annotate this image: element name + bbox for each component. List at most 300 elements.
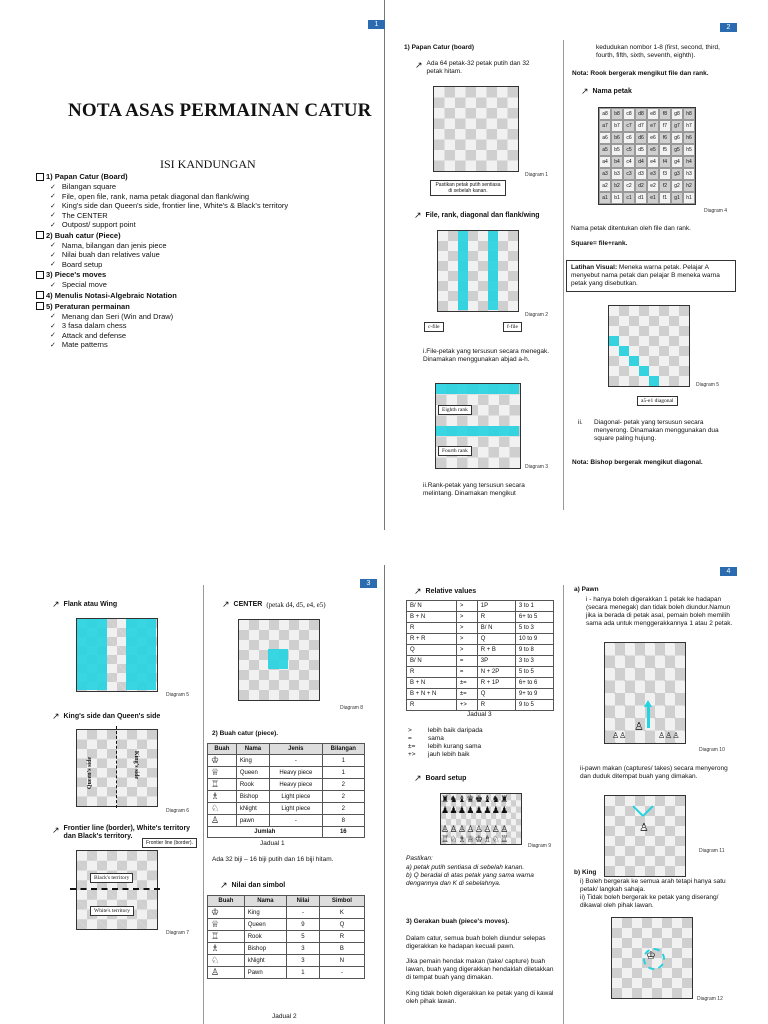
table-cell: 3P xyxy=(477,656,515,667)
diagonal-cell xyxy=(629,356,639,366)
table-cell: Q xyxy=(477,689,515,700)
values-heading xyxy=(220,880,285,891)
diagram-10-caption: Diagram 10 xyxy=(699,747,725,753)
toc-section-label: 3) Piece's moves xyxy=(46,270,107,279)
checkmark-icon: ✓ xyxy=(50,212,56,220)
table-header-row xyxy=(208,896,365,907)
page-number-4: 4 xyxy=(720,567,737,576)
legend-symbol: +> xyxy=(408,751,416,758)
diagonal-cell xyxy=(609,336,619,346)
values-table xyxy=(207,895,365,979)
table-cell: 3 xyxy=(287,955,320,967)
table-cell: Queen xyxy=(244,919,286,931)
checkmark-icon: ✓ xyxy=(50,322,56,330)
pastikan-b: b) Q beradai di atas petak yang sama warna dengannya dan K di sebelahnya. xyxy=(406,872,534,887)
checkmark-icon: ✓ xyxy=(50,221,56,229)
table-cell: R + 1P xyxy=(477,678,515,689)
jadual-1-caption: Jadual 1 xyxy=(260,840,285,847)
pastikan-a: a) petak putih sentiasa di sebelah kanan. xyxy=(406,864,525,871)
square-name-cell: h8 xyxy=(683,108,695,120)
square-name-cell: e7 xyxy=(647,120,659,132)
toc-section xyxy=(36,171,366,182)
table-cell: - xyxy=(287,907,320,919)
arrow-icon: ↗ xyxy=(414,773,422,783)
table-cell: ♘ xyxy=(208,803,237,815)
toc-section xyxy=(36,301,366,312)
document-title: NOTA ASAS PERMAINAN CATUR xyxy=(68,100,372,121)
center-heading xyxy=(222,599,326,610)
diagram-11-caption: Diagram 11 xyxy=(699,848,725,854)
table-cell: Q xyxy=(407,645,457,656)
f-file-label: f-file xyxy=(503,322,522,332)
c-file-label: c-file xyxy=(424,322,444,332)
square-name-cell: c2 xyxy=(623,180,635,192)
table-cell: 9+ to 9 xyxy=(515,689,553,700)
square-name-cell: c8 xyxy=(623,108,635,120)
toc-section xyxy=(36,290,366,301)
table-cell: K xyxy=(319,907,364,919)
pieces-heading: 2) Buah catur (piece). xyxy=(212,730,279,737)
table-cell: R xyxy=(407,700,457,711)
diagram-2-caption: Diagram 2 xyxy=(525,312,549,318)
table-header-cell: Jenis xyxy=(270,744,322,755)
table-cell: > xyxy=(456,623,477,634)
square-name-cell: b4 xyxy=(611,156,623,168)
table-cell: 1 xyxy=(322,755,364,767)
column-divider-p2 xyxy=(563,40,564,510)
board-diagram-2 xyxy=(437,230,519,312)
arrow-icon: ↗ xyxy=(52,599,60,609)
square-name-cell: a8 xyxy=(599,108,611,120)
checkmark-icon: ✓ xyxy=(50,313,56,321)
checkbox-icon xyxy=(36,231,44,239)
pawn-move-arrow-icon xyxy=(647,706,650,728)
diagonal-label: a5-e1 diagonal xyxy=(637,396,678,406)
checkbox-icon xyxy=(36,302,44,310)
page-divider-vertical-bottom xyxy=(384,565,385,1024)
table-header-row xyxy=(208,744,365,755)
board-diagram-10 xyxy=(604,642,686,744)
pastikan-label: Pastikan: xyxy=(406,855,433,862)
table-cell: N + 2P xyxy=(477,667,515,678)
square-name-cell: g2 xyxy=(671,180,683,192)
table-row xyxy=(208,767,365,779)
whites-territory-label: White's territory xyxy=(90,906,134,916)
square-name-cell: f7 xyxy=(659,120,671,132)
table-cell: 2 xyxy=(322,791,364,803)
table-cell: ±= xyxy=(456,689,477,700)
file-rank-heading xyxy=(414,210,540,221)
symbol-legend xyxy=(408,727,483,759)
eighth-rank-label: Eighth rank xyxy=(438,405,472,415)
table-cell: R + B xyxy=(477,645,515,656)
table-row xyxy=(208,931,365,943)
table-cell: ♔ xyxy=(208,755,237,767)
square-name-cell: e2 xyxy=(647,180,659,192)
square-name-cell: g3 xyxy=(671,168,683,180)
square-name-cell: b3 xyxy=(611,168,623,180)
checkmark-icon: ✓ xyxy=(50,332,56,340)
table-header-cell: Simbol xyxy=(319,896,364,907)
column-divider-p4 xyxy=(563,585,564,1024)
square-name-cell: c6 xyxy=(623,132,635,144)
white-king-icon: ♔ xyxy=(646,950,656,962)
table-cell: B + N xyxy=(407,612,457,623)
toc-item xyxy=(36,201,366,211)
toc-item xyxy=(36,321,366,331)
page-number-1: 1 xyxy=(368,20,385,29)
diagram-8-caption: Diagram 8 xyxy=(340,705,364,711)
table-cell: R + R xyxy=(407,634,457,645)
square-name-cell: e4 xyxy=(647,156,659,168)
queenside-flank-highlight xyxy=(77,619,107,690)
page-number-3: 3 xyxy=(360,579,377,588)
table-row xyxy=(208,943,365,955)
table-header-cell: Nilai xyxy=(287,896,320,907)
toc-item-label: Menang dan Seri (Win and Draw) xyxy=(61,311,174,321)
board-setup-heading xyxy=(414,773,466,784)
board-diagram-1 xyxy=(433,86,519,172)
fourth-rank-highlight xyxy=(436,426,519,436)
table-cell: N xyxy=(319,955,364,967)
legend-text: lebih kurang sama xyxy=(428,743,482,750)
toc-item xyxy=(36,211,366,221)
square-name-cell: c5 xyxy=(623,144,635,156)
square-name-cell: a2 xyxy=(599,180,611,192)
queens-side-label: Queen's side xyxy=(87,756,94,790)
page-divider-vertical-top xyxy=(384,0,385,530)
diagram-5-caption: Diagram 5 xyxy=(696,382,720,388)
table-cell: ♗ xyxy=(208,943,245,955)
diagonal-cell xyxy=(639,366,649,376)
white-pawn-icon: ♙♙ xyxy=(612,731,627,740)
table-row xyxy=(208,919,365,931)
square-name-cell: h7 xyxy=(683,120,695,132)
table-cell: ♗ xyxy=(208,791,237,803)
toc-item xyxy=(36,192,366,202)
diagonal-cell xyxy=(649,376,659,386)
table-cell: B/ N xyxy=(477,623,515,634)
table-cell: > xyxy=(456,612,477,623)
board-setup-heading-text: Board setup xyxy=(425,775,467,782)
visual-exercise-box xyxy=(566,260,736,292)
diagram-12-caption: Diagram 12 xyxy=(697,996,723,1002)
square-name-cell: e8 xyxy=(647,108,659,120)
toc-item xyxy=(36,250,366,260)
arrow-icon: ↗ xyxy=(52,825,60,835)
table-row xyxy=(407,700,554,711)
diagram-1-caption: Diagram 1 xyxy=(525,172,549,178)
table-cell: ♙ xyxy=(208,815,237,827)
table-row xyxy=(208,907,365,919)
table-cell: kNight xyxy=(236,803,269,815)
center-dashed-line xyxy=(116,726,117,808)
square-name-cell: g4 xyxy=(671,156,683,168)
black-pieces-row: ♜♞♝♛♚♝♞♜ xyxy=(441,794,509,804)
checkbox-icon xyxy=(36,291,44,299)
table-cell: ♖ xyxy=(208,779,237,791)
rook-note: Nota: Rook bergerak mengikut file dan rank. xyxy=(572,70,709,77)
white-pawn-icon: ♙ xyxy=(639,822,649,834)
pawn-rule-1: i - hanya boleh digerakkan 1 petak ke hadapan (secara menegak) dan tidak boleh diundur.Namun jika ia berada di petak asal, pemain boleh memilih sama ada untuk menggerakkannya 1 atau 2 petak. xyxy=(586,596,733,627)
square-name-cell: d4 xyxy=(635,156,647,168)
board-diagram-11 xyxy=(604,795,686,877)
square-name-cell: a6 xyxy=(599,132,611,144)
table-cell: R xyxy=(477,700,515,711)
piece-moves-p3: King tidak boleh digerakkan ke petak yang di kawal oleh pihak lawan. xyxy=(406,990,554,1005)
total-value: 16 xyxy=(322,827,364,838)
table-row xyxy=(208,755,365,767)
square-name-cell: c1 xyxy=(623,192,635,204)
table-header-cell: Buah xyxy=(208,896,245,907)
toc-item xyxy=(36,241,366,251)
toc-item-label: 3 fasa dalam chess xyxy=(61,321,127,331)
square-name-cell: c7 xyxy=(623,120,635,132)
table-header-cell: Buah xyxy=(208,744,237,755)
square-name-cell: d1 xyxy=(635,192,647,204)
toc-item xyxy=(36,340,366,350)
square-name-cell: d3 xyxy=(635,168,647,180)
arrow-icon: ↗ xyxy=(415,60,423,70)
toc-item xyxy=(36,331,366,341)
center-highlight xyxy=(268,649,288,669)
table-cell: ♕ xyxy=(208,919,245,931)
black-pawns-row: ♟♟♟♟♟♟♟♟ xyxy=(441,805,509,815)
table-row xyxy=(407,623,554,634)
square-name-cell: b1 xyxy=(611,192,623,204)
square-name-cell: h2 xyxy=(683,180,695,192)
table-cell: Pawn xyxy=(244,967,286,979)
king-heading: b) King xyxy=(574,869,597,876)
king-rule-1: i) Boleh bergerak ke semua arah tetapi hanya satu petak/ langkah sahaja. xyxy=(580,878,726,893)
pawn-capture-text: ii-pawn makan (captures/ takes) secara menyerong dan duduk ditempat buah yang dimakan. xyxy=(580,765,728,780)
callout-white-square: Pastikan petak putih sentiasa di sebelah kanan. xyxy=(430,180,506,196)
toc-item xyxy=(36,260,366,270)
piece-moves-p1: Dalam catur, semua buah boleh diundur selepas digerakkan ke hadapan kecuali pawn. xyxy=(406,935,546,950)
jadual-3-caption: Jadual 3 xyxy=(467,711,492,718)
board-sub-text: Ada 64 petak-32 petak putih dan 32 petak hitam. xyxy=(426,60,530,75)
relative-values-table xyxy=(406,600,554,711)
square-name-cell: g8 xyxy=(671,108,683,120)
toc-title: ISI KANDUNGAN xyxy=(160,157,256,171)
table-cell: 10 to 9 xyxy=(515,634,553,645)
square-name-cell: e3 xyxy=(647,168,659,180)
table-row xyxy=(208,815,365,827)
toc-item-label: The CENTER xyxy=(61,210,108,220)
toc-item-label: File, open file, rank, nama petak diagonal dan flank/wing xyxy=(61,191,250,201)
toc-item xyxy=(36,220,366,230)
table-header-cell: Nama xyxy=(236,744,269,755)
square-name-cell: e6 xyxy=(647,132,659,144)
table-row xyxy=(208,803,365,815)
legend-item xyxy=(408,751,483,759)
table-cell: ±= xyxy=(456,678,477,689)
table-total-row xyxy=(208,827,365,838)
relative-values-heading-text: Relative values xyxy=(425,588,477,595)
checkmark-icon: ✓ xyxy=(50,281,56,289)
square-name-cell: f4 xyxy=(659,156,671,168)
eighth-rank-highlight xyxy=(436,384,519,394)
table-cell: kNight xyxy=(244,955,286,967)
pieces-table xyxy=(207,743,365,838)
square-name-cell: d6 xyxy=(635,132,647,144)
legend-symbol: = xyxy=(408,735,412,742)
checkbox-icon xyxy=(36,173,44,181)
c-file-highlight xyxy=(458,231,468,310)
total-pieces-text: Ada 32 biji – 16 biji putih dan 16 biji hitam. xyxy=(212,856,334,863)
legend-item xyxy=(408,735,483,743)
square-name-cell: g5 xyxy=(671,144,683,156)
file-definition: i.File-petak yang tersusun secara menegak. Dinamakan menggunakan abjad a-h. xyxy=(423,348,550,363)
arrow-icon: ↗ xyxy=(222,599,230,609)
table-row xyxy=(407,612,554,623)
square-name-cell: f1 xyxy=(659,192,671,204)
table-cell: 9 xyxy=(287,919,320,931)
square-name-cell: d2 xyxy=(635,180,647,192)
table-cell: ♘ xyxy=(208,955,245,967)
white-pieces-row: ♖♘♗♕♔♗♘♖ xyxy=(441,834,509,844)
visual-exercise-text: Meneka warna petak. Pelajar A menyebut nama petak dan pelajar B meneka warna petak yang disebutkan. xyxy=(571,264,720,287)
square-name-cell: d5 xyxy=(635,144,647,156)
f-file-highlight xyxy=(488,231,498,310)
square-name-cell: f3 xyxy=(659,168,671,180)
table-row xyxy=(407,678,554,689)
square-name-cell: f5 xyxy=(659,144,671,156)
square-name-cell: h3 xyxy=(683,168,695,180)
kings-side-heading xyxy=(52,711,160,722)
white-pawn-icon: ♙ xyxy=(634,721,644,733)
checkmark-icon: ✓ xyxy=(50,341,56,349)
square-names-heading-text: Nama petak xyxy=(592,88,632,95)
legend-symbol: > xyxy=(408,727,412,734)
square-name-cell: e5 xyxy=(647,144,659,156)
checkmark-icon: ✓ xyxy=(50,242,56,250)
table-cell: 1 xyxy=(322,767,364,779)
table-cell: 2 xyxy=(322,779,364,791)
board-heading: 1) Papan Catur (board) xyxy=(404,44,475,51)
legend-text: jauh lebih baik xyxy=(428,751,470,758)
table-row xyxy=(407,689,554,700)
table-cell: = xyxy=(456,667,477,678)
square-name-cell: b8 xyxy=(611,108,623,120)
fourth-rank-label: Fourth rank xyxy=(438,446,472,456)
legend-symbol: ±= xyxy=(408,743,416,750)
checkmark-icon: ✓ xyxy=(50,193,56,201)
square-name-cell: h4 xyxy=(683,156,695,168)
arrow-icon: ↗ xyxy=(414,586,422,596)
table-cell: 3 to 3 xyxy=(515,656,553,667)
toc-section-label: 2) Buah catur (Piece) xyxy=(46,230,121,240)
table-cell: 5 to 3 xyxy=(515,623,553,634)
rank-definition: ii.Rank-petak yang tersusun secara melintang. Dinamakan mengikut xyxy=(423,482,525,497)
toc-section-label: 1) Papan Catur (Board) xyxy=(46,172,128,181)
square-name-cell: b2 xyxy=(611,180,623,192)
piece-moves-heading: 3) Gerakan buah (piece's moves). xyxy=(406,918,510,925)
diagram-5b-caption: Diagram 5 xyxy=(166,692,190,698)
diagram-6-caption: Diagram 6 xyxy=(166,808,190,814)
table-cell: B + N xyxy=(407,678,457,689)
rank-continued: kedudukan nombor 1-8 (first, second, third, fourth, fifth, sixth, seventh, eighth). xyxy=(596,44,720,59)
legend-text: lebih baik daripada xyxy=(428,727,483,734)
table-cell: B + N + N xyxy=(407,689,457,700)
table-cell: > xyxy=(456,634,477,645)
table-row xyxy=(407,667,554,678)
arrow-icon: ↗ xyxy=(414,210,422,220)
checkbox-icon xyxy=(36,271,44,279)
square-name-cell: d8 xyxy=(635,108,647,120)
table-row xyxy=(208,967,365,979)
table-cell: 3 xyxy=(287,943,320,955)
square-name-cell: a1 xyxy=(599,192,611,204)
frontier-heading-text: Frontier line (border), White's territory dan Black's territory. xyxy=(63,825,191,840)
diagonal-definition: Diagonal- petak yang tersusun secara menyerong. Dinamakan menggunakan dua square paling hujung. xyxy=(594,419,719,442)
toc-item-label: Outpost/ support point xyxy=(61,220,136,230)
center-heading-text: CENTER xyxy=(233,601,263,608)
frontier-dashed-line xyxy=(70,888,160,890)
kingside-flank-highlight xyxy=(126,619,156,690)
checkmark-icon: ✓ xyxy=(50,202,56,210)
flank-heading-text: Flank atau Wing xyxy=(63,601,118,608)
square-names-heading xyxy=(581,86,632,97)
page-number-2: 2 xyxy=(720,23,737,32)
legend-item xyxy=(408,743,483,751)
table-cell: +> xyxy=(456,700,477,711)
toc-section xyxy=(36,269,366,280)
table-cell: King xyxy=(244,907,286,919)
square-name-cell: a4 xyxy=(599,156,611,168)
table-cell: B xyxy=(319,943,364,955)
table-cell: - xyxy=(319,967,364,979)
bishop-note: Nota: Bishop bergerak mengikut diagonal. xyxy=(572,459,703,466)
column-divider-p3a xyxy=(203,585,204,1024)
toc-item-label: Special move xyxy=(61,280,107,290)
table-row xyxy=(407,634,554,645)
square-name-rule: Nama petak ditentukan oleh file dan rank. xyxy=(571,225,691,232)
table-cell: R xyxy=(407,667,457,678)
table-row xyxy=(208,791,365,803)
table-row xyxy=(208,779,365,791)
table-cell: Rook xyxy=(236,779,269,791)
table-cell: R xyxy=(477,612,515,623)
square-name-cell: h5 xyxy=(683,144,695,156)
white-pawn-icon: ♙♙♙ xyxy=(658,731,680,740)
square-name-cell: g7 xyxy=(671,120,683,132)
arrow-icon: ↗ xyxy=(581,86,589,96)
kings-side-label: King's side xyxy=(133,750,140,780)
table-cell: ♔ xyxy=(208,907,245,919)
table-cell: Heavy piece xyxy=(270,767,322,779)
table-of-contents xyxy=(36,171,366,350)
table-cell: 1 xyxy=(287,967,320,979)
arrow-icon: ↗ xyxy=(220,880,228,890)
toc-item-label: King's side dan Queen's side, frontier line, White's & Black's territory xyxy=(61,201,289,211)
total-label: Jumlah xyxy=(208,827,323,838)
table-cell: 9 to 8 xyxy=(515,645,553,656)
table-cell: > xyxy=(456,601,477,612)
table-cell: 5 to 5 xyxy=(515,667,553,678)
square-name-cell: b5 xyxy=(611,144,623,156)
file-rank-heading-text: File, rank, diagonal dan flank/wing xyxy=(425,212,540,219)
diagram-4-caption: Diagram 4 xyxy=(704,208,728,214)
table-cell: Bishop xyxy=(244,943,286,955)
square-name-cell: f8 xyxy=(659,108,671,120)
table-header-cell: Bilangan xyxy=(322,744,364,755)
square-equation: Square= file+rank. xyxy=(571,240,628,247)
table-cell: Queen xyxy=(236,767,269,779)
frontier-label: Frontier line (border). xyxy=(142,838,197,848)
table-cell: Heavy piece xyxy=(270,779,322,791)
table-cell: 6+ to 5 xyxy=(515,612,553,623)
